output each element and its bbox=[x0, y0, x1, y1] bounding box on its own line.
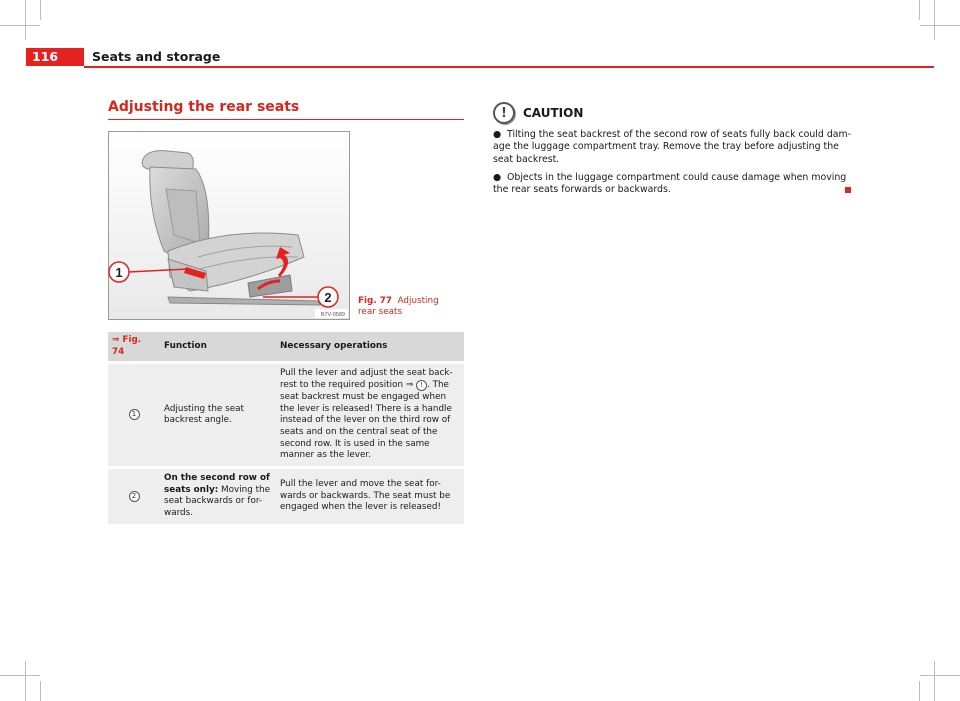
crop-mark bbox=[25, 0, 26, 40]
caution-box bbox=[493, 101, 853, 202]
list-item bbox=[493, 129, 853, 166]
header-fig-ref[interactable]: ⇒ Fig. 74 bbox=[108, 332, 160, 361]
callout-2: 2 bbox=[324, 290, 332, 305]
seat-figure bbox=[108, 131, 350, 320]
function-text: Moving the seat backwards or for-wards. bbox=[164, 484, 271, 519]
crop-mark bbox=[0, 675, 40, 676]
row-function: Adjusting the seat backrest angle. bbox=[160, 364, 276, 466]
header-function: Function bbox=[160, 332, 276, 361]
bullet-icon: ● bbox=[493, 129, 502, 140]
caution-list bbox=[493, 129, 853, 196]
row-marker bbox=[108, 469, 160, 524]
caution-text: Tilting the seat backrest of the second row of seats fully back could dam-age the luggage compartment tray. Remove the tray before adjusting the seat backrest. bbox=[493, 129, 852, 165]
crop-mark bbox=[40, 681, 41, 701]
caution-ref-icon[interactable]: ! bbox=[416, 380, 427, 391]
header-rule bbox=[84, 66, 934, 68]
circle-number-icon: 2 bbox=[129, 491, 140, 502]
crop-mark bbox=[25, 661, 26, 701]
list-item bbox=[493, 172, 853, 197]
crop-mark bbox=[0, 25, 40, 26]
callout-1: 1 bbox=[115, 265, 123, 280]
circle-number-icon: 1 bbox=[129, 409, 140, 420]
function-bold: On the second row of seats only: bbox=[164, 473, 270, 495]
crop-mark bbox=[920, 25, 960, 26]
warning-icon: ! bbox=[493, 102, 515, 124]
operations-table bbox=[108, 332, 464, 524]
crop-mark bbox=[919, 0, 920, 20]
page-number: 116 bbox=[26, 48, 84, 66]
crop-mark bbox=[934, 661, 935, 701]
figure-caption-text: Adjusting rear seats bbox=[358, 296, 439, 317]
seat-illustration bbox=[108, 131, 350, 320]
table-row bbox=[108, 364, 464, 466]
header-operations: Necessary operations bbox=[276, 332, 464, 361]
row-function bbox=[160, 469, 276, 524]
row-operations bbox=[276, 364, 464, 466]
figure-caption bbox=[358, 296, 458, 318]
crop-mark bbox=[920, 675, 960, 676]
crop-mark bbox=[40, 0, 41, 20]
caution-header bbox=[493, 101, 853, 125]
section-end-icon bbox=[845, 187, 851, 193]
caution-text: Objects in the luggage compartment could cause damage when moving the rear seats forwards or backwards. bbox=[493, 171, 847, 196]
chapter-title: Seats and storage bbox=[92, 49, 221, 64]
image-code: B7V-0589 bbox=[320, 312, 345, 318]
crop-mark bbox=[934, 0, 935, 40]
caution-title: CAUTION bbox=[523, 106, 584, 120]
operations-text: . The seat backrest must be engaged when the lever is released! There is a handle instead of the lever on the third row of seats and on the central seat of the second row. It is used in the same manner as the lever. bbox=[280, 380, 452, 461]
row-operations: Pull the lever and move the seat for-wards or backwards. The seat must be engaged when the lever is released! bbox=[276, 469, 464, 524]
row-marker bbox=[108, 364, 160, 466]
crop-mark bbox=[919, 681, 920, 701]
table-header-row bbox=[108, 332, 464, 361]
bullet-icon: ● bbox=[493, 171, 502, 183]
table-row bbox=[108, 469, 464, 524]
operations-text: Pull the lever and adjust the seat back-rest to the required position ⇒ bbox=[280, 368, 453, 391]
section-title: Adjusting the rear seats bbox=[108, 99, 300, 115]
section-rule bbox=[108, 119, 464, 120]
figure-caption-number: Fig. 77 bbox=[358, 296, 392, 306]
